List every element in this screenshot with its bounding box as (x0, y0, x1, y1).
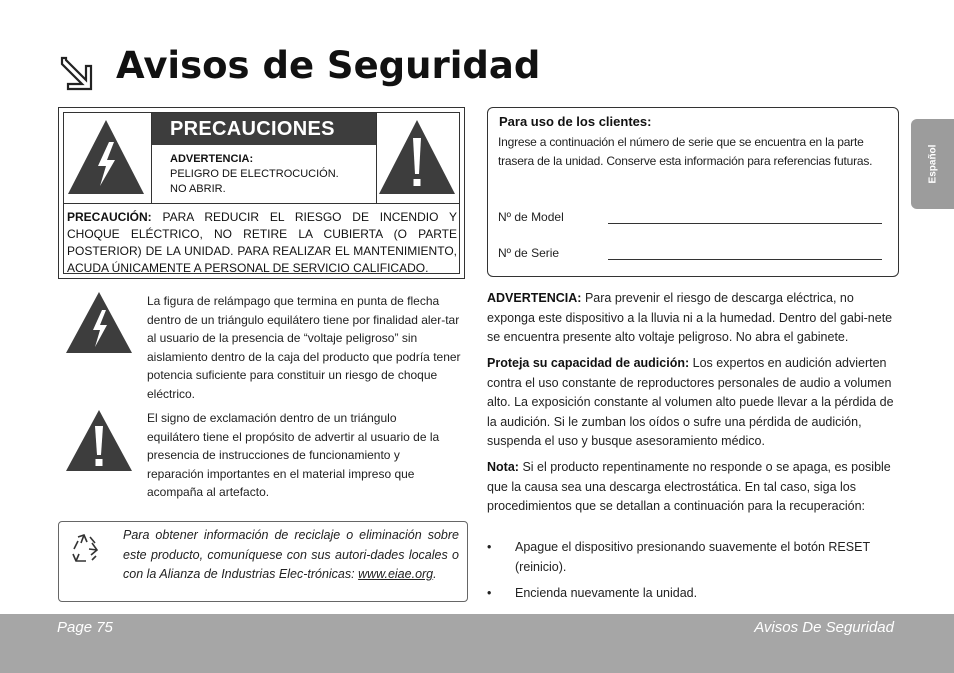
exclamation-warning-icon (376, 116, 458, 196)
do-not-open-line: NO ABRIR. (170, 183, 226, 195)
note-text: Si el producto repentinamente no responde o se apaga, es posible que la causa sea una descarga electrostática. En tal caso, siga los procedimientos que se detallan a continuación para la recuperación: (487, 460, 891, 513)
warning-paragraph-label: ADVERTENCIA: (487, 291, 582, 305)
precautions-box (58, 107, 465, 279)
lightning-warning-icon (65, 116, 147, 196)
recycle-text: Para obtener información de reciclaje o eliminación sobre este producto, comuníquese con sus autori-dades locales o con la Alianza de Industrias Elec-trónicas: (123, 528, 459, 581)
eiae-link[interactable]: www.eiae.org (358, 567, 434, 581)
note-label: Nota: (487, 460, 519, 474)
caution-text-block (67, 209, 457, 277)
warning-label: ADVERTENCIA: (170, 153, 254, 165)
bullet-dot: • (487, 586, 492, 600)
bullet-dot: • (487, 540, 492, 554)
caution-label: PRECAUCIÓN: (67, 210, 152, 224)
customer-use-box (487, 107, 899, 277)
electrocution-line: PELIGRO DE ELECTROCUCIÓN. (170, 168, 339, 180)
bullet-text: Apague el dispositivo presionando suavemente el botón RESET (reinicio). (515, 540, 870, 574)
page-number: Page 75 (57, 619, 113, 636)
precautions-panel (151, 113, 377, 203)
customer-instructions: Ingrese a continuación el número de serie que se encuentra en la parte trasera de la unidad. Conserve esta información para referencias futuras. (498, 135, 873, 168)
bullet-text: Encienda nuevamente la unidad. (515, 586, 698, 600)
exclamation-warning-icon (64, 408, 134, 472)
serial-number-line[interactable] (608, 259, 882, 260)
serial-number-label: Nº de Serie (498, 246, 560, 260)
customer-title: Para uso de los clientes: (499, 114, 652, 129)
model-number-line[interactable] (608, 223, 882, 224)
model-number-label: Nº de Model (498, 210, 564, 224)
language-tab[interactable] (911, 119, 954, 209)
page-title: Avisos de Seguridad (116, 44, 541, 87)
arrow-down-right-icon (56, 54, 96, 94)
caution-text: PARA REDUCIR EL RIESGO DE INCENDIO Y CHOQUE ELÉCTRICO, NO RETIRE LA CUBIERTA (O PARTE POSTERIOR) DE LA UNIDAD. PARA REALIZAR EL MANTENIMIENTO, ACUDA ÚNICAMENTE A PERSONAL DE SERVICIO CALIFICADO. (67, 210, 457, 275)
page-footer (0, 614, 954, 673)
recycle-text-block (123, 526, 459, 585)
note-paragraph (487, 458, 895, 517)
precautions-divider (64, 203, 459, 204)
recycle-info-box (58, 521, 468, 602)
warning-paragraph (487, 289, 895, 348)
hearing-label: Proteja su capacidad de audición: (487, 356, 690, 370)
hearing-text: Los expertos en audición advierten contra el uso constante de reproductores personales de audio a volumen alto. La exposición constante al volumen alto puede llevar a la pérdida de la audición. Si le zumban los oídos o sufre una pérdida de audición, suspenda el uso y busque asesoramiento médico. (487, 356, 894, 448)
warning-paragraph-text: Para prevenir el riesgo de descarga eléctrica, no exponga este dispositivo a la lluvia ni a la humedad. Dentro del gabi-nete se encuentra presente alto voltaje peligroso. No abra el gabinete. (487, 291, 893, 344)
hearing-paragraph (487, 354, 895, 452)
exclamation-description: El signo de exclamación dentro de un triángulo equilátero tiene el propósito de advertir al usuario de la presencia de instrucciones de funcionamiento y reparación importantes en el material impreso que acompaña al artefacto. (147, 411, 440, 499)
lightning-warning-icon (64, 290, 134, 354)
language-tab-label: Español (927, 144, 938, 184)
recycle-icon (68, 531, 102, 565)
recycle-text-end: . (433, 567, 437, 581)
lightning-description: La figura de relámpago que termina en punta de flecha dentro de un triángulo equilátero tiene por finalidad aler-tar al usuario de la presencia de “voltaje peligroso” sin aislamiento dentro de la caja del producto que podría tener potencia suficiente para constituir un riesgo de choque eléctrico. (147, 294, 461, 401)
section-name: Avisos De Seguridad (754, 619, 894, 636)
precautions-header: PRECAUCIONES (152, 113, 376, 145)
